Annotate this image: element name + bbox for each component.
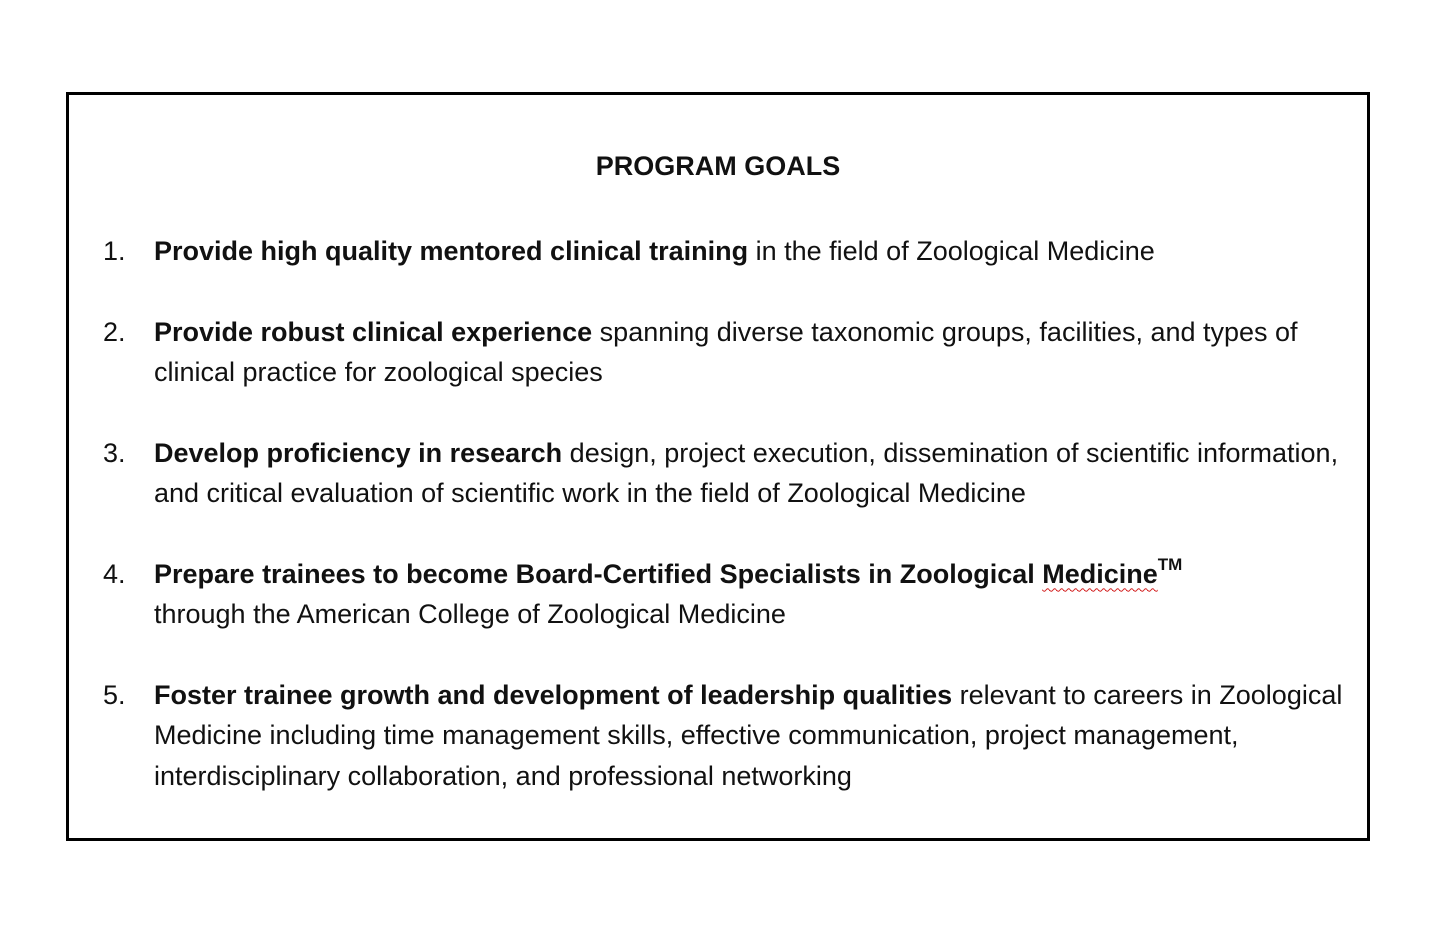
goal-number: 5. <box>103 679 126 710</box>
page-title: PROGRAM GOALS <box>595 151 841 181</box>
goals-list <box>103 231 1353 796</box>
goal-number: 1. <box>103 236 126 266</box>
goal-heading: Provide robust clinical experience <box>154 316 593 347</box>
goal-heading: Provide high quality mentored clinical training <box>154 236 749 266</box>
goal-item-3 <box>103 433 1353 514</box>
goal-item-4 <box>103 554 1353 635</box>
goal-number: 3. <box>103 437 126 468</box>
spellcheck-flagged-word: Medicine <box>1042 558 1158 589</box>
trademark-superscript: TM <box>1157 554 1183 574</box>
goal-description: design, project execution, dissemination of scientific information, and critical evaluation of scientific work in the field of Zoological Medicine <box>154 437 1339 508</box>
goal-number: 4. <box>103 558 126 589</box>
goal-item-5 <box>103 675 1353 797</box>
goal-description: through the American College of Zoological Medicine <box>154 599 786 629</box>
program-goals-box <box>66 92 1370 841</box>
goal-heading: Prepare trainees to become Board-Certified Specialists in Zoological <box>154 558 1043 589</box>
goal-item-2 <box>103 312 1353 393</box>
goal-description: relevant to careers in Zoological Medicine including time management skills, effective communication, project management, interdisciplinary collaboration, and professional networking <box>154 679 1343 791</box>
goal-item-1 <box>103 231 1353 272</box>
goal-heading: Develop proficiency in research <box>154 437 563 468</box>
goal-heading: Foster trainee growth and development of leadership qualities <box>154 679 953 710</box>
goal-description: spanning diverse taxonomic groups, facilities, and types of clinical practice for zoological species <box>154 316 1298 387</box>
goal-description: in the field of Zoological Medicine <box>748 236 1155 266</box>
goal-number: 2. <box>103 316 126 347</box>
